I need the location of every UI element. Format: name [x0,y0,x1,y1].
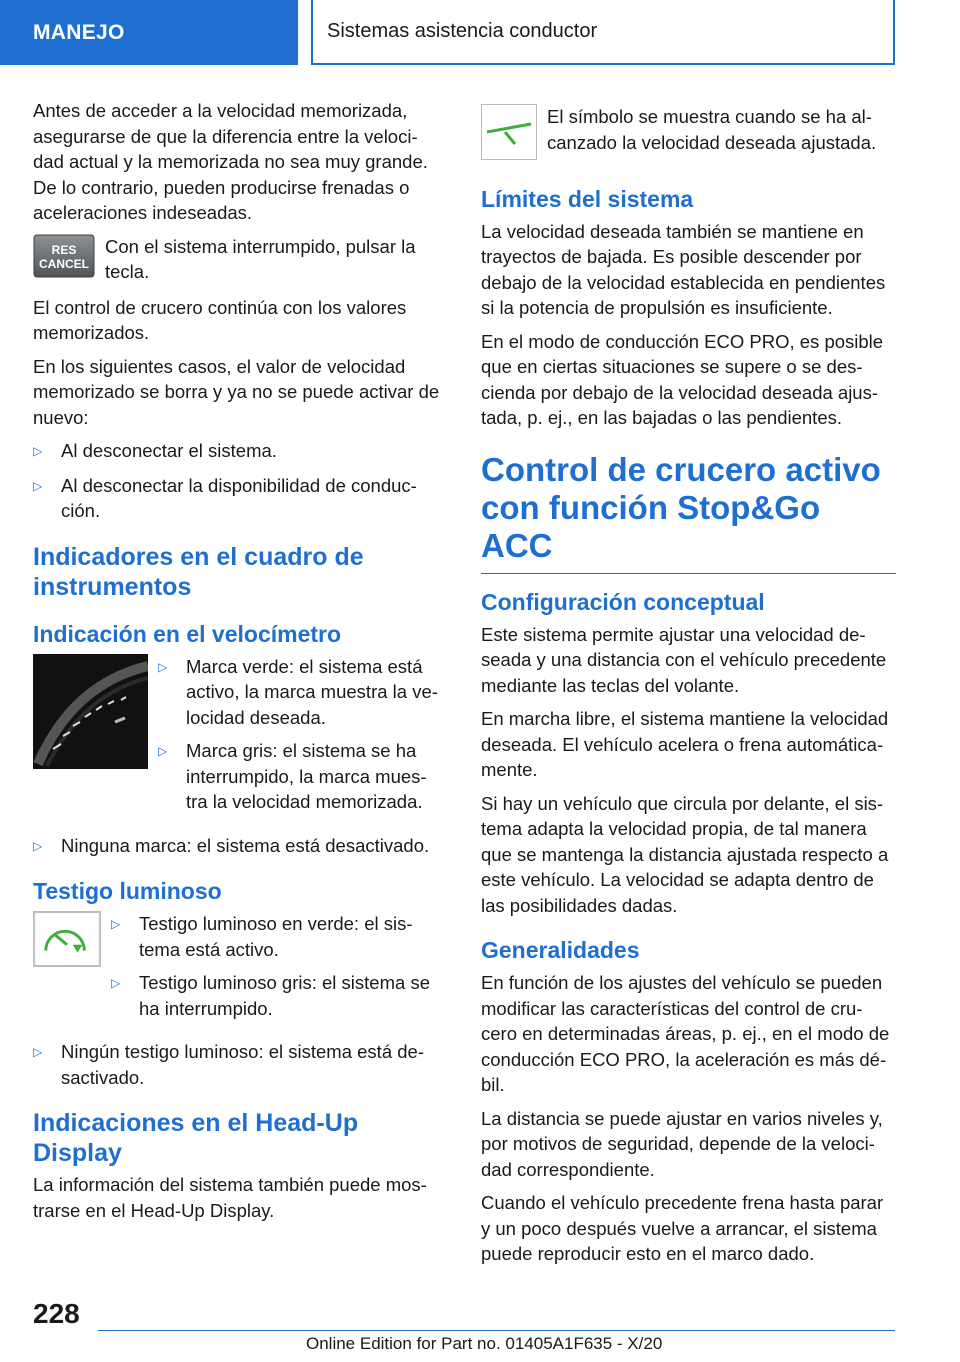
list-item [33,1039,448,1090]
bullet-triangle-icon: ▷ [33,1045,43,1059]
res-icon-text-1: RES [51,242,77,257]
bullet-triangle-icon: ▷ [33,478,43,493]
page-number: 228 [33,1298,80,1329]
list-item [33,473,448,524]
warning-light-row [33,911,448,1029]
heading-speedometer: Indicación en el velocímetro [33,620,342,647]
list-item [158,738,448,815]
heading-system-limits: Límites del sistema [481,185,694,212]
footer-edition: Online Edition for Part no. 01405A1F635 - X/20 [306,1334,663,1353]
bullet-triangle-icon: ▷ [111,976,121,990]
speed-reached-icon [481,104,537,167]
section-label: MANEJO [33,20,125,44]
list-item-text: Ningún testigo luminoso: el sistema está de- sactivado. [61,1041,424,1088]
res-cancel-row [33,234,448,285]
heading-concept: Configuración conceptual [481,588,765,615]
heading-acc: Control de crucero activo con función Stop&Go ACC [481,451,896,574]
list-item [33,438,448,465]
list-item [111,970,448,1021]
list-item-text: Al desconectar la disponibilidad de conduc- ción. [61,474,417,521]
symbol-text: El símbolo se muestra cuando se ha al- canzado la velocidad deseada ajustada. [547,106,877,153]
heading-general: Generalidades [481,937,640,963]
res-cancel-text: Con el sistema interrumpido, pulsar la tecla. [105,235,416,282]
heading-indicators: Indicadores en el cuadro de instrumentos [33,542,364,601]
limits-paragraph-2: En el modo de conducción ECO PRO, es posible que en ciertas situaciones se supere o se des- cienda por debajo de la velocidad deseada ajus- tada, p. ej., en las bajadas o las pendientes. [481,330,884,428]
list-item [111,911,448,962]
list-item-text: Marca gris: el sistema se ha interrumpido, la marca mues- tra la velocidad memorizada. [186,740,427,812]
chapter-label: Sistemas asistencia conductor [327,20,598,42]
speedometer-row [33,654,448,823]
list-item [33,833,448,860]
symbol-row [481,104,896,167]
limits-paragraph-1: La velocidad deseada también se mantiene en trayectos de bajada. Es posible descender por debajo de la velocidad establecida en pendientes si la potencia de propulsión es insuficiente. [481,220,886,318]
list-item-text: Ninguna marca: el sistema está desactivado. [61,834,430,856]
bullet-triangle-icon: ▷ [111,917,121,931]
general-paragraph-3: Cuando el vehículo precedente frena hasta parar y un poco después vuelve a arrancar, el sistema puede reproducir esto en el marco dado. [481,1192,884,1264]
heading-warning-light: Testigo luminoso [33,878,222,904]
bullet-triangle-icon: ▷ [33,444,43,458]
general-paragraph-2: La distancia se puede ajustar en varios niveles y, por motivos de seguridad, depende de la veloci- dad correspondiente. [481,1107,883,1180]
intro-paragraph: Antes de acceder a la velocidad memorizada, asegurarse de que la diferencia entre la veloci- dad actual y la memorizada no sea muy grande. De lo contrario, pueden producirse frenadas o aceleraciones indeseadas. [33,100,428,223]
paragraph-cases: En los siguientes casos, el valor de velocidad memorizado se borra y ya no se puede activar de nuevo: [33,355,440,428]
res-icon-text-2: CANCEL [39,256,89,271]
list-item-text: Marca verde: el sistema está activo, la marca muestra la ve- locidad deseada. [186,655,438,728]
concept-paragraph-3: Si hay un vehículo que circula por delante, el sis- tema adapta la velocidad propia, de tal manera que se mantenga la distancia ajustada respecto a este vehículo. La velocidad se adapta dentro de las posibilidades dadas. [481,792,889,916]
list-item [158,654,448,731]
list-item-text: Testigo luminoso gris: el sistema se ha interrumpido. [139,972,430,1019]
hud-paragraph: La información del sistema también puede mos- trarse en el Head-Up Display. [33,1174,427,1221]
left-column [33,98,448,1231]
list-item-text: Al desconectar el sistema. [61,440,277,461]
list-item-text: Testigo luminoso en verde: el sis- tema está activo. [139,913,413,960]
general-paragraph-1: En función de los ajustes del vehículo se pueden modificar las características del control de cru- cero en determinadas áreas, p. ej., en el modo de conducción ECO PRO, la aceleración es más dé- bil. [481,972,890,1095]
footer-divider [98,1330,895,1331]
right-column [481,98,896,1275]
res-cancel-icon [33,234,95,285]
cruise-indicator-icon [33,911,101,974]
bullet-triangle-icon: ▷ [158,744,168,758]
heading-hud: Indicaciones en el Head-Up Display [33,1109,359,1167]
chapter-header [311,0,895,65]
warning-light-bullets [111,911,448,1029]
concept-paragraph-1: Este sistema permite ajustar una velocidad de- seada y una distancia con el vehículo precedente mediante las teclas del volante. [481,623,887,696]
speedometer-bullets [158,654,448,823]
paragraph-continues: El control de crucero continúa con los valores memorizados. [33,296,407,343]
speedometer-image [33,654,148,776]
concept-paragraph-2: En marcha libre, el sistema mantiene la velocidad deseada. El vehículo acelera o frena automática- mente. [481,708,889,780]
bullet-triangle-icon: ▷ [158,659,168,674]
section-tab [0,0,298,65]
bullet-triangle-icon: ▷ [33,838,43,853]
